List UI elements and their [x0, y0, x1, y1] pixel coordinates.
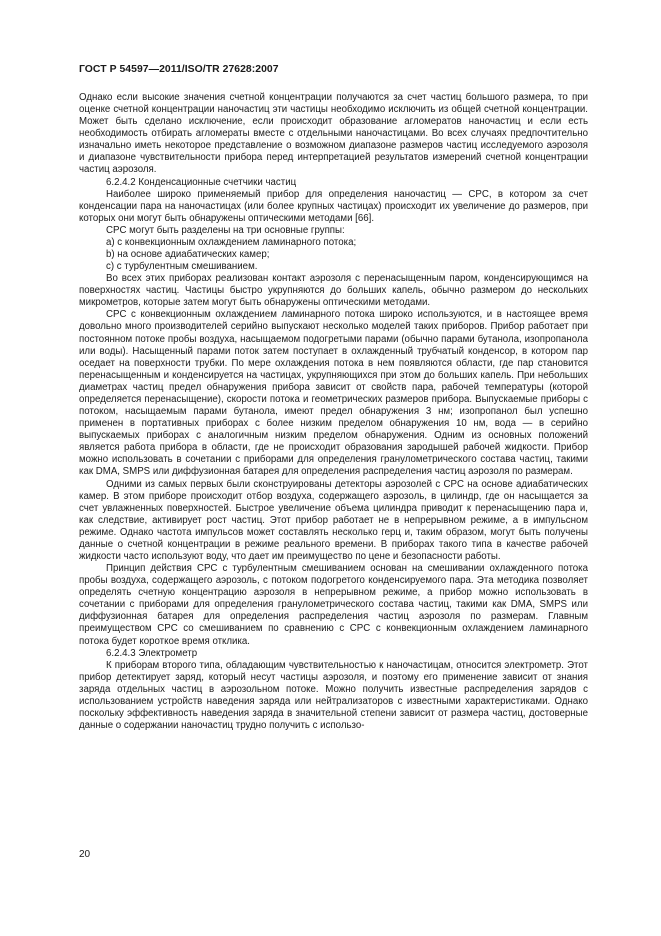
paragraph-continuation: Однако если высокие значения счетной концентрации получаются за счет частиц большого размера, то при оценке счетной концентрации наночастиц эти частицы необходимо исключить из общей счетной концентрации. Может быть сделано исключение, если происходит образование агломератов наночастиц и если есть необходимость отбирать агломераты вместе с отдельными наночастицами. Во всех случаях предпочтительно изначально иметь некоторое представление о возможном диапазоне размеров частиц исследуемого аэрозоля и диапазоне чувствительности прибора перед интерпретацией результатов измерений счетной концентрации частиц аэрозоля.	[79, 92, 588, 176]
paragraph: К приборам второго типа, обладающим чувствительностью к наночастицам, относится электрометр. Этот прибор детектирует заряд, который несут частицы аэрозоля, и поэтому его применение зависит от знания заряда отдельных частиц в аэрозольном потоке. Можно получить известные распределения зарядов с использованием устройств наведения заряда или нейтрализаторов с известными характеристиками. Однако поскольку эффективность наведения заряда в значительной степени зависит от размера частиц, достоверные данные о содержании наночастиц трудно получить с использо-	[79, 659, 588, 732]
paragraph: CPC могут быть разделены на три основные группы:	[106, 224, 345, 236]
list-item-c: c) с турбулентным смешиванием.	[106, 261, 258, 273]
paragraph: Одними из самых первых были сконструированы детекторы аэрозолей с CPC на основе адиабатических камер. В этом приборе происходит отбор воздуха, содержащего аэрозоль, в цилиндр, где он насыщается за счет увлажненных поверхностей. Быстрое увеличение объема цилиндра приводит к перенасыщению пара и, как следствие, активирует рост частиц. Этот прибор работает не в непрерывном режиме, а в импульсном режиме. Однако частота импульсов может составлять несколько герц и, таким образом, могут быть получены данные о счетной концентрации в режиме реального времени. В приборах такого типа в качестве рабочей жидкости часто используют воду, что дает им преимущество по цене и безопасности работы.	[79, 478, 588, 562]
section-heading-6-2-4-3: 6.2.4.3 Электрометр	[106, 647, 198, 659]
paragraph: Принцип действия CPC с турбулентным смешиванием основан на смешивании охлажденного потока пробы воздуха, содержащего аэрозоль, с потоком подогретого конденсируемого пара. Эта методика позволяет определять счетную концентрацию аэрозоля в непрерывном режиме, а прибор можно использовать в сочетании с приборами для определения гранулометрического состава частиц, такими как DMA, SMPS или диффузионная батарея для определения распределения частиц аэрозоля по размерам. Главным преимуществом CPC со смешиванием по сравнению с CPC с конвекционным охлаждением ламинарного потока будет короткое время отклика.	[79, 563, 588, 647]
paragraph: CPC с конвекционным охлаждением ламинарного потока широко используются, и в настоящее время довольно много производителей серийно выпускают несколько моделей таких приборов. Прибор работает при постоянном потоке пробы воздуха, насыщаемом подогретыми парами (обычно парами бутанола, изопропанола или воды). Насыщенный парами поток затем поступает в охлажденный трубчатый конденсор, в котором пар оседает на поверхности трубки. По мере охлаждения потока в нем появляются области, где пар становится перенасыщенным и конденсируется на частицах, укрупняющихся при этом до больших капель. При небольших диаметрах частиц предел обнаружения прибора зависит от свойств пара, рабочей температуры (которой определяется перенасыщение), скорости потока и геометрических размеров прибора. Выпускаемые приборы с потоком, насыщаемым парами бутанола, имеют предел обнаружения 3 нм; изопропанол был успешно применен в портативных приборах с более низким пределом обнаружения 10 нм, вода — в серийно выпускаемых приборах с аналогичным низким пределом обнаружения. Одним из основных положений является работа прибора в области, где не происходит образования зародышей рабочей жидкости. Прибор можно использовать в сочетании с приборами для определения гранулометрического состава частиц, такими как DMA, SMPS или диффузионная батарея для определения распределения частиц аэрозоля по размерам.	[79, 309, 588, 478]
page-number: 20	[79, 849, 91, 860]
list-item-b: b) на основе адиабатических камер;	[106, 249, 270, 261]
paragraph: Наиболее широко применяемый прибор для определения наночастиц — CPC, в котором за счет конденсации пара на наночастицах (или более крупных частицах) происходит их увеличение до размеров, при которых они могут быть обнаружены оптическими методами [66].	[79, 188, 588, 224]
paragraph: Во всех этих приборах реализован контакт аэрозоля с перенасыщенным паром, конденсирующимся на поверхностях частиц. Частицы быстро укрупняются до больших капель, обычно размером до нескольких микрометров, которые затем могут быть обнаружены оптическими методами.	[79, 273, 588, 309]
body-text	[79, 92, 588, 732]
standard-header: ГОСТ Р 54597—2011/ISO/TR 27628:2007	[79, 64, 279, 75]
list-item-a: a) с конвекционным охлаждением ламинарного потока;	[106, 236, 357, 248]
section-heading-6-2-4-2: 6.2.4.2 Конденсационные счетчики частиц	[106, 176, 297, 188]
